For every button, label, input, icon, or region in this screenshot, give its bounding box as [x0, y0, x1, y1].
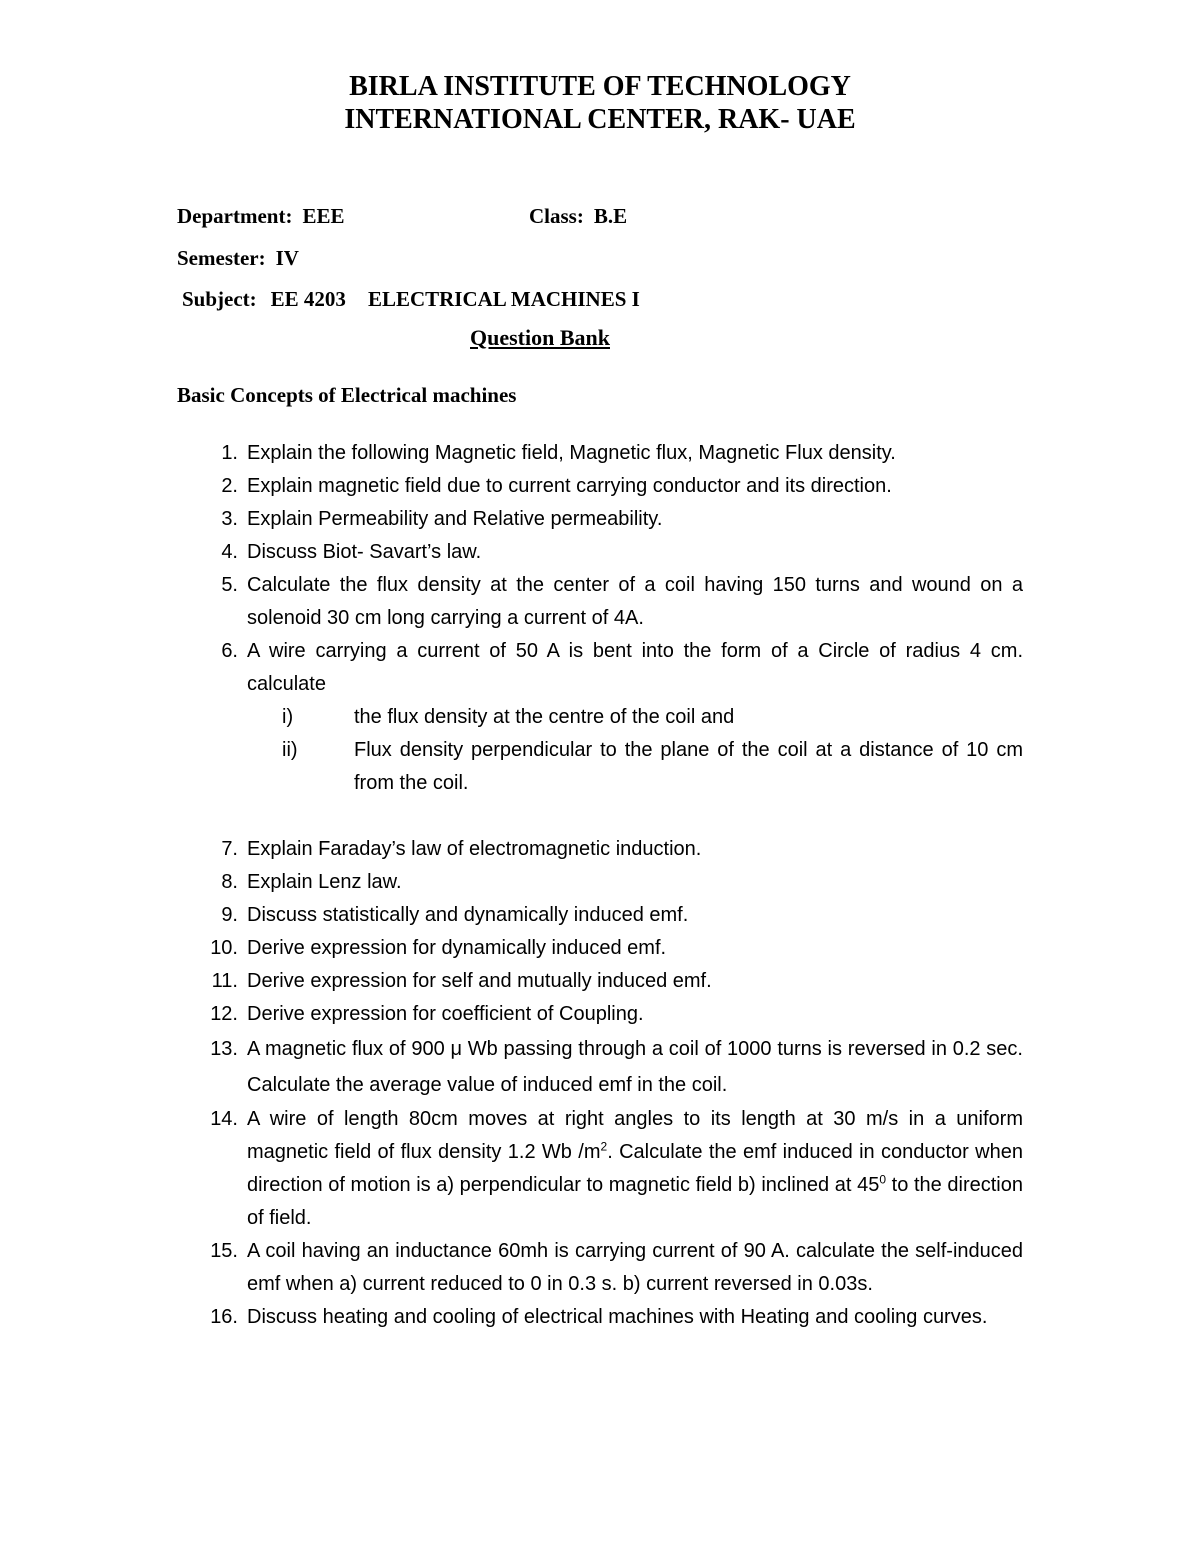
sub-question-number: i)	[282, 706, 294, 728]
class-value: B.E	[593, 204, 628, 228]
question-item	[221, 470, 1023, 503]
question-item	[210, 932, 1023, 965]
question-text: Discuss heating and cooling of electrical machines with Heating and cooling curves.	[247, 1306, 988, 1328]
question-item	[221, 437, 1023, 470]
question-text: Derive expression for coefficient of Coupling.	[247, 1003, 644, 1025]
question-text: Derive expression for self and mutually induced emf.	[247, 970, 712, 992]
question-item	[210, 1235, 1023, 1301]
institute-header	[0, 70, 1200, 136]
question-number: 5.	[221, 574, 238, 596]
question-number: 9.	[221, 904, 238, 926]
semester-value: IV	[275, 246, 299, 270]
question-number: 7.	[221, 838, 238, 860]
question-item	[221, 635, 1023, 701]
class-label: Class:	[529, 204, 584, 228]
question-item	[221, 833, 1023, 866]
question-text-part: . Calculate the emf induced in conductor when direction of motion is a) perpendicular to magnetic field b) inclined at 45	[247, 1141, 1023, 1196]
document-heading: Question Bank	[470, 325, 610, 350]
question-number: 15.	[210, 1240, 238, 1262]
question-item	[221, 503, 1023, 536]
sub-question-number: ii)	[282, 739, 298, 761]
question-text: Explain Permeability and Relative permeability.	[247, 508, 663, 530]
question-number: 3.	[221, 508, 238, 530]
question-number: 14.	[210, 1108, 238, 1130]
institute-center: INTERNATIONAL CENTER, RAK- UAE	[344, 104, 856, 135]
subject-field	[182, 287, 640, 312]
question-item	[221, 899, 1023, 932]
question-text: Derive expression for dynamically induced emf.	[247, 937, 667, 959]
question-number: 13.	[210, 1038, 238, 1060]
superscript: 0	[879, 1172, 887, 1187]
sub-question-text: the flux density at the centre of the coil and	[354, 706, 735, 728]
question-number: 11.	[211, 970, 238, 992]
question-item	[210, 1103, 1023, 1235]
question-text: Discuss statistically and dynamically induced emf.	[247, 904, 689, 926]
question-text: A magnetic flux of 900 μ Wb passing through a coil of 1000 turns is reversed in 0.2 sec. Calculate the average value of induced emf in the coil.	[247, 1038, 1023, 1096]
department-value: EEE	[302, 204, 345, 228]
question-number: 10.	[210, 937, 238, 959]
sub-question-item	[282, 734, 1023, 800]
question-text: A coil having an inductance 60mh is carrying current of 90 A. calculate the self-induced emf when a) current reduced to 0 in 0.3 s. b) current reversed in 0.03s.	[247, 1240, 1023, 1295]
question-number: 4.	[221, 541, 238, 563]
question-item	[221, 569, 1023, 635]
institute-name: BIRLA INSTITUTE OF TECHNOLOGY	[349, 71, 851, 102]
semester-label: Semester:	[177, 246, 266, 270]
sub-question-text: Flux density perpendicular to the plane of the coil at a distance of 10 cm from the coil.	[354, 739, 1023, 794]
class-field	[529, 204, 627, 229]
subject-code: EE 4203	[270, 287, 346, 311]
question-text: Explain the following Magnetic field, Magnetic flux, Magnetic Flux density.	[247, 442, 896, 464]
question-text-part: to the direction of field.	[247, 1174, 1023, 1229]
semester-field	[177, 246, 299, 271]
question-text: Explain Lenz law.	[247, 871, 402, 893]
question-item	[210, 1301, 1023, 1334]
question-number: 12.	[210, 1003, 238, 1025]
question-list	[0, 437, 1200, 1334]
question-item	[221, 866, 1023, 899]
superscript: 2	[600, 1139, 608, 1154]
question-item	[211, 965, 1023, 998]
department-field	[177, 204, 345, 229]
question-number: 6.	[221, 640, 238, 662]
question-item	[221, 536, 1023, 569]
department-label: Department:	[177, 204, 293, 228]
subject-name: ELECTRICAL MACHINES I	[367, 287, 640, 311]
question-text: Explain magnetic field due to current carrying conductor and its direction.	[247, 475, 892, 497]
question-number: 8.	[221, 871, 238, 893]
question-text: A wire carrying a current of 50 A is bent into the form of a Circle of radius 4 cm. calculate	[247, 640, 1023, 695]
sub-question-item	[282, 701, 1023, 734]
question-item	[210, 1031, 1023, 1103]
question-text: Calculate the flux density at the center of a coil having 150 turns and wound on a solenoid 30 cm long carrying a current of 4A.	[247, 574, 1023, 629]
section-heading: Basic Concepts of Electrical machines	[177, 383, 517, 407]
question-number: 2.	[221, 475, 238, 497]
subject-label: Subject:	[182, 287, 257, 311]
question-number: 16.	[210, 1306, 238, 1328]
question-text: Explain Faraday’s law of electromagnetic induction.	[247, 838, 702, 860]
question-text: Discuss Biot- Savart’s law.	[247, 541, 482, 563]
question-text-part: A wire of length 80cm moves at right angles to its length at 30 m/s in a uniform magnetic field of flux density 1.2 Wb /m	[247, 1108, 1023, 1163]
question-item	[210, 998, 1023, 1031]
question-number: 1.	[221, 442, 238, 464]
